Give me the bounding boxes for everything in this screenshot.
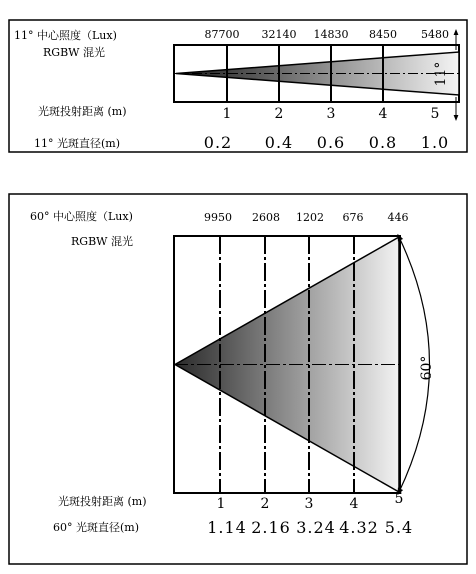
lux-value: 446 [387, 211, 409, 224]
diameter-value: 0.2 [203, 133, 233, 152]
lux-value: 87700 [204, 28, 240, 41]
diameter-value: 0.6 [316, 133, 346, 152]
diameter-value: 1.0 [420, 133, 450, 152]
lux-value: 676 [342, 211, 364, 224]
diameter-values-60 [207, 518, 413, 537]
distance-value: 5 [394, 491, 404, 507]
panel-11-subtitle: RGBW 混光 [43, 46, 105, 59]
diameter-value: 1.14 [207, 518, 247, 537]
beam-angle-label-60: 60° [419, 355, 435, 381]
panel-11-lux-values [205, 28, 450, 41]
diameter-values-11 [204, 133, 449, 152]
lux-value: 32140 [261, 28, 297, 41]
panel-60-subtitle: RGBW 混光 [71, 235, 133, 248]
distance-value: 1 [216, 496, 226, 512]
distance-value: 4 [378, 106, 388, 122]
distance-ticks-11 [223, 106, 440, 122]
distance-value: 4 [349, 496, 359, 512]
lux-value: 1202 [296, 211, 324, 224]
panel-11-degree [9, 20, 467, 152]
distance-axis-label-60: 光斑投射距离 (m) [58, 495, 147, 508]
distance-value: 3 [326, 106, 336, 122]
diameter-value: 0.4 [264, 133, 294, 152]
distance-value: 3 [304, 496, 314, 512]
diameter-value: 3.24 [296, 518, 336, 537]
diameter-value: 4.32 [339, 518, 379, 537]
diameter-axis-label-11: 11° 光斑直径(m) [34, 137, 121, 150]
distance-value: 5 [430, 106, 440, 122]
lux-value: 2608 [252, 211, 280, 224]
lux-value: 8450 [369, 28, 397, 41]
panel-11-title: 11° 中心照度（Lux) [14, 29, 117, 42]
lux-value: 14830 [313, 28, 349, 41]
lux-value: 5480 [421, 28, 449, 41]
distance-axis-label-11: 光斑投射距离 (m) [38, 105, 127, 118]
diameter-value: 2.16 [251, 518, 291, 537]
distance-value: 2 [274, 106, 284, 122]
panel-60-title: 60° 中心照度（Lux) [30, 210, 133, 223]
lux-value: 9950 [204, 211, 232, 224]
diameter-value: 5.4 [384, 518, 414, 537]
beam-angle-label-11: 11° [433, 61, 449, 87]
distance-value: 2 [260, 496, 270, 512]
panel-60-lux-values [204, 211, 409, 224]
distance-value: 1 [222, 106, 232, 122]
diameter-value: 0.8 [368, 133, 398, 152]
diameter-axis-label-60: 60° 光斑直径(m) [53, 521, 140, 534]
distance-ticks-60 [217, 491, 404, 512]
panel-60-degree [9, 194, 467, 564]
